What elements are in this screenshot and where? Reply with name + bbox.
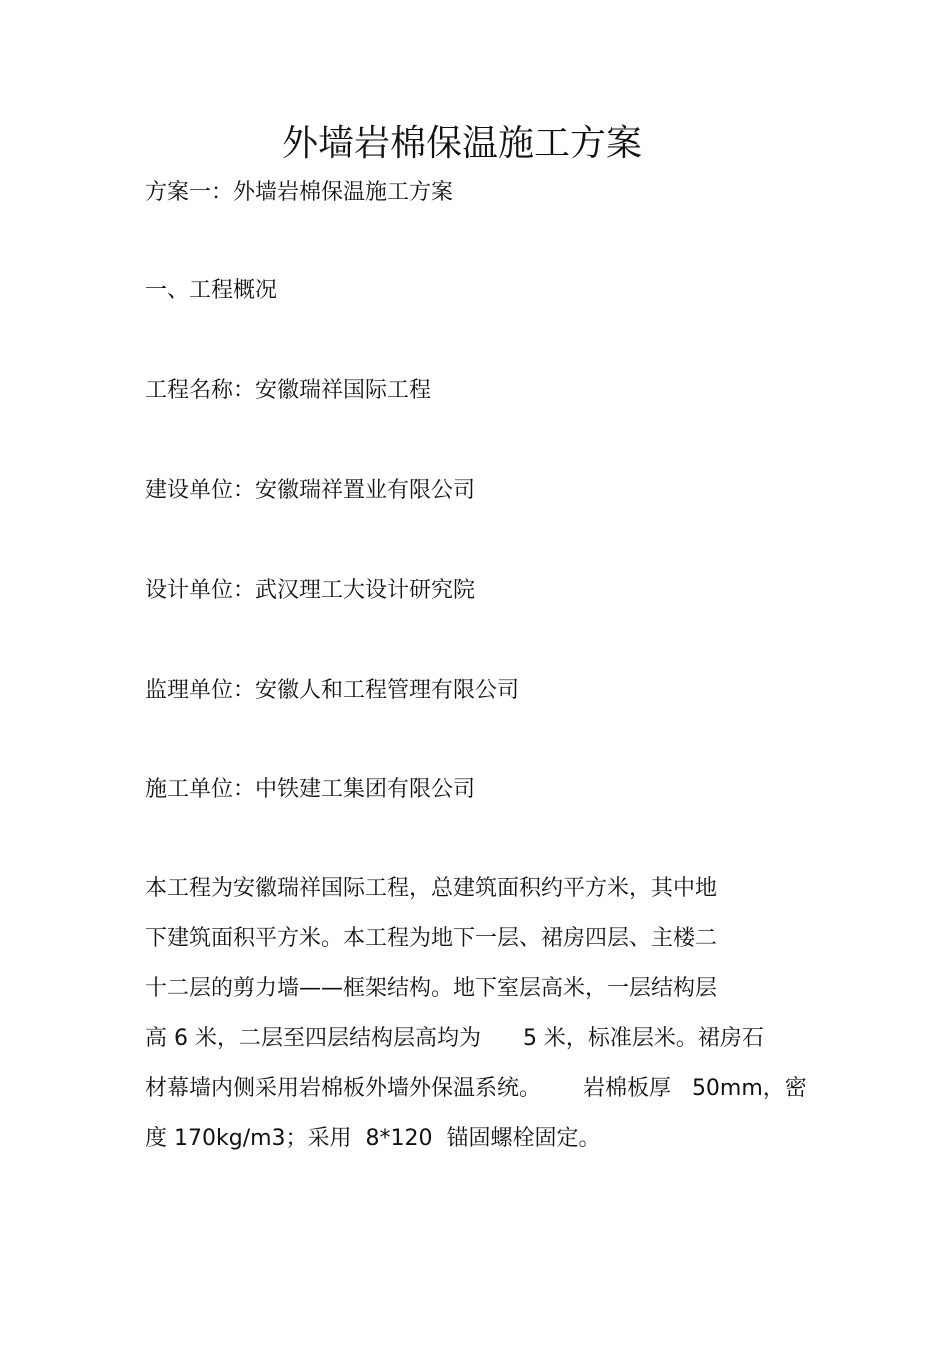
paragraph-line: 下建筑面积平方米。本工程为地下一层、裙房四层、主楼二 — [145, 926, 718, 951]
field-project-name: 工程名称：安徽瑞祥国际工程 — [145, 378, 432, 403]
document-title: 外墙岩棉保温施工方案 — [281, 123, 642, 164]
paragraph-line: 材幕墙内侧采用岩棉板外墙外保温系统。 岩棉板厚 50mm，密 — [145, 1076, 807, 1101]
field-developer: 建设单位：安徽瑞祥置业有限公司 — [145, 478, 476, 503]
field-contractor: 施工单位：中铁建工集团有限公司 — [145, 777, 476, 802]
paragraph-line: 度 170kg/m3；采用 8*120 锚固螺栓固定。 — [145, 1126, 601, 1151]
field-designer: 设计单位：武汉理工大设计研究院 — [145, 578, 476, 603]
section-heading: 一、工程概况 — [145, 278, 278, 303]
document-subtitle: 方案一：外墙岩棉保温施工方案 — [145, 180, 454, 205]
paragraph-line: 十二层的剪力墙——框架结构。地下室层高米，一层结构层 — [145, 976, 718, 1001]
paragraph-line: 本工程为安徽瑞祥国际工程，总建筑面积约平方米，其中地 — [145, 876, 718, 901]
paragraph-line: 高 6 米，二层至四层结构层高均为 5 米，标准层米。裙房石 — [145, 1026, 764, 1051]
field-supervisor: 监理单位：安徽人和工程管理有限公司 — [145, 678, 520, 703]
